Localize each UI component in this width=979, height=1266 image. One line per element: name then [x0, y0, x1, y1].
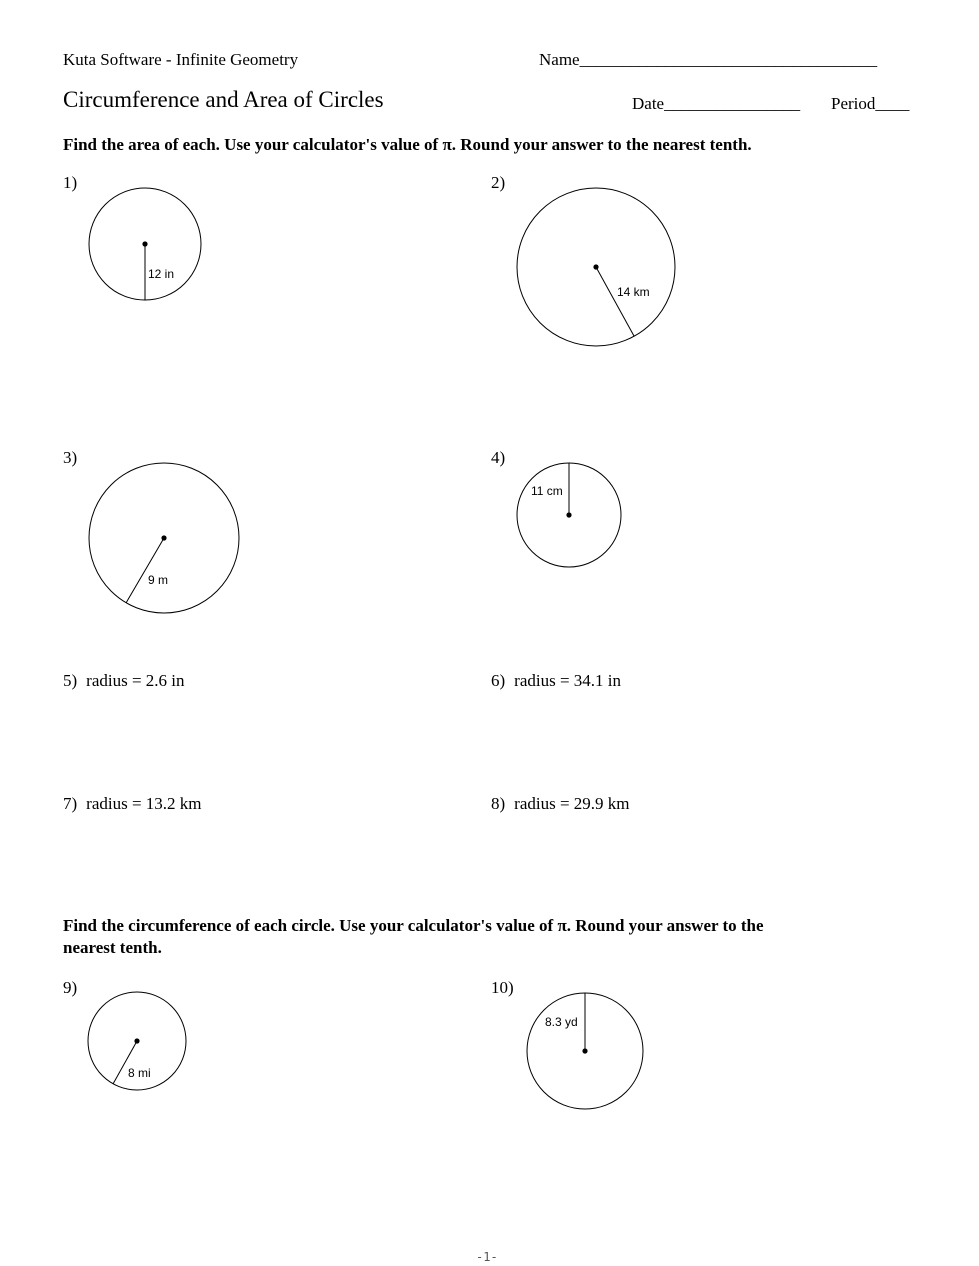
circle-figure-2: [517, 188, 675, 346]
radius-label-2: 14 km: [617, 285, 650, 299]
radius-label-10: 8.3 yd: [545, 1015, 578, 1029]
problem-2-number: 2): [491, 173, 506, 192]
problem-6-text: radius = 34.1 in: [514, 671, 622, 690]
problem-5-number: 5): [63, 671, 78, 690]
radius-label-4: 11 cm: [531, 484, 563, 498]
problem-4-number: 4): [491, 448, 506, 467]
page-number: -1-: [476, 1250, 498, 1264]
radius-label-3: 9 m: [148, 573, 169, 587]
circumference-instructions-line-1: Find the circumference of each circle. Use your calculator's value of π. Round your answer to the: [63, 916, 764, 935]
radius-label-1: 12 in: [148, 267, 175, 281]
worksheet-title: Circumference and Area of Circles: [63, 87, 384, 112]
circle-figure-9: [88, 992, 186, 1090]
publisher-name: Kuta Software - Infinite Geometry: [63, 50, 299, 69]
problem-6-number: 6): [491, 671, 506, 690]
problem-10-number: 10): [491, 978, 514, 997]
name-field-label: Name___________________________________: [539, 50, 878, 69]
problem-8-text: radius = 29.9 km: [514, 794, 630, 813]
period-field-label: Period____: [831, 94, 910, 113]
problem-8-number: 8): [491, 794, 506, 813]
circle-figure-4: [517, 463, 621, 567]
circle-figure-3: [89, 463, 239, 613]
problem-3-number: 3): [63, 448, 78, 467]
problem-1-number: 1): [63, 173, 78, 192]
problem-7-text: radius = 13.2 km: [86, 794, 202, 813]
problem-7-number: 7): [63, 794, 78, 813]
circle-figure-10: [527, 993, 643, 1109]
radius-label-9: 8 mi: [128, 1066, 151, 1080]
problem-5-text: radius = 2.6 in: [86, 671, 185, 690]
area-instructions: Find the area of each. Use your calculator's value of π. Round your answer to the nearest tenth.: [63, 135, 752, 154]
circumference-instructions-line-2: nearest tenth.: [63, 938, 162, 957]
problem-9-number: 9): [63, 978, 78, 997]
circle-figure-1: [89, 188, 201, 300]
date-field-label: Date________________: [632, 94, 801, 113]
